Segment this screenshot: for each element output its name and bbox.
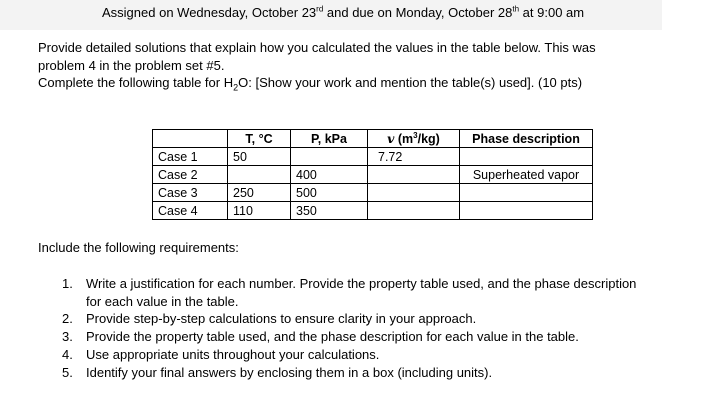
cell-case: Case 1 bbox=[153, 148, 228, 166]
table-row bbox=[153, 202, 593, 220]
table-row bbox=[153, 184, 593, 202]
cell-temperature: 50 bbox=[228, 148, 291, 166]
requirements-list bbox=[62, 275, 642, 381]
cell-specific-volume bbox=[368, 202, 460, 220]
cell-specific-volume bbox=[368, 184, 460, 202]
cell-case: Case 4 bbox=[153, 202, 228, 220]
list-item-number: 3. bbox=[62, 329, 73, 345]
cell-phase bbox=[460, 202, 593, 220]
cell-temperature: 250 bbox=[228, 184, 291, 202]
list-item-text: Use appropriate units throughout your calculations. bbox=[86, 346, 380, 362]
list-item bbox=[62, 364, 642, 382]
header-specific-volume bbox=[368, 130, 460, 148]
cell-phase: Superheated vapor bbox=[460, 166, 593, 184]
list-item-text: Provide step-by-step calculations to ensure clarity in your approach. bbox=[86, 311, 477, 327]
volume-symbol: v bbox=[387, 131, 395, 147]
header-text-time: at 9:00 am bbox=[519, 5, 585, 20]
list-item bbox=[62, 310, 642, 328]
cell-specific-volume: 7.72 bbox=[368, 148, 460, 166]
property-table bbox=[152, 129, 593, 220]
header-case-blank bbox=[153, 130, 228, 148]
cell-case: Case 3 bbox=[153, 184, 228, 202]
list-item bbox=[62, 275, 642, 310]
list-item-text: Write a justification for each number. Provide the property table used, and the phase description for each value in the table. bbox=[86, 276, 637, 309]
cell-specific-volume bbox=[368, 166, 460, 184]
header-sup-rd: rd bbox=[316, 4, 324, 14]
cell-temperature bbox=[228, 166, 291, 184]
table-row bbox=[153, 148, 593, 166]
intro-line-1: Provide detailed solutions that explain how you calculated the values in the table below. This was bbox=[38, 40, 596, 55]
header-text-due: and due on Monday, October 28 bbox=[323, 5, 513, 20]
list-item bbox=[62, 328, 642, 346]
intro-line-3-pre: Complete the following table for H bbox=[38, 75, 234, 90]
cell-phase bbox=[460, 184, 593, 202]
cell-phase bbox=[460, 148, 593, 166]
intro-line-3 bbox=[38, 74, 678, 92]
list-item-number: 1. bbox=[62, 276, 73, 291]
list-item-text: Provide the property table used, and the phase description for each value in the table. bbox=[86, 329, 579, 345]
intro-line-3-sub: 2 bbox=[233, 82, 239, 93]
cell-pressure: 500 bbox=[291, 184, 368, 202]
list-item-text: Identify your final answers by enclosing them in a box (including units). bbox=[86, 364, 493, 380]
list-item-number: 5. bbox=[62, 364, 73, 380]
cell-pressure bbox=[291, 148, 368, 166]
list-item bbox=[62, 346, 642, 364]
header-phase: Phase description bbox=[460, 130, 593, 148]
problem-intro bbox=[38, 39, 678, 92]
requirements-title: Include the following requirements: bbox=[38, 240, 239, 255]
assignment-header bbox=[102, 5, 584, 20]
table-row bbox=[153, 166, 593, 184]
header-pressure: P, kPa bbox=[291, 130, 368, 148]
list-item-number: 4. bbox=[62, 346, 73, 362]
list-item-number: 2. bbox=[62, 311, 73, 327]
intro-line-2: problem 4 in the problem set #5. bbox=[38, 57, 225, 73]
cell-temperature: 110 bbox=[228, 202, 291, 220]
volume-unit-sup: 3 bbox=[413, 130, 418, 140]
cell-case: Case 2 bbox=[153, 166, 228, 184]
header-temperature: T, °C bbox=[228, 130, 291, 148]
cell-pressure: 350 bbox=[291, 202, 368, 220]
header-text-assigned: Assigned on Wednesday, October 23 bbox=[102, 5, 317, 20]
cell-pressure: 400 bbox=[291, 166, 368, 184]
header-sup-th: th bbox=[512, 4, 520, 14]
volume-unit-pre: (m bbox=[394, 132, 414, 147]
volume-unit-post: /kg) bbox=[417, 132, 440, 147]
intro-line-3-post: O: [Show your work and mention the table(s) used]. (10 pts) bbox=[238, 75, 583, 90]
table-header-row bbox=[153, 130, 593, 148]
